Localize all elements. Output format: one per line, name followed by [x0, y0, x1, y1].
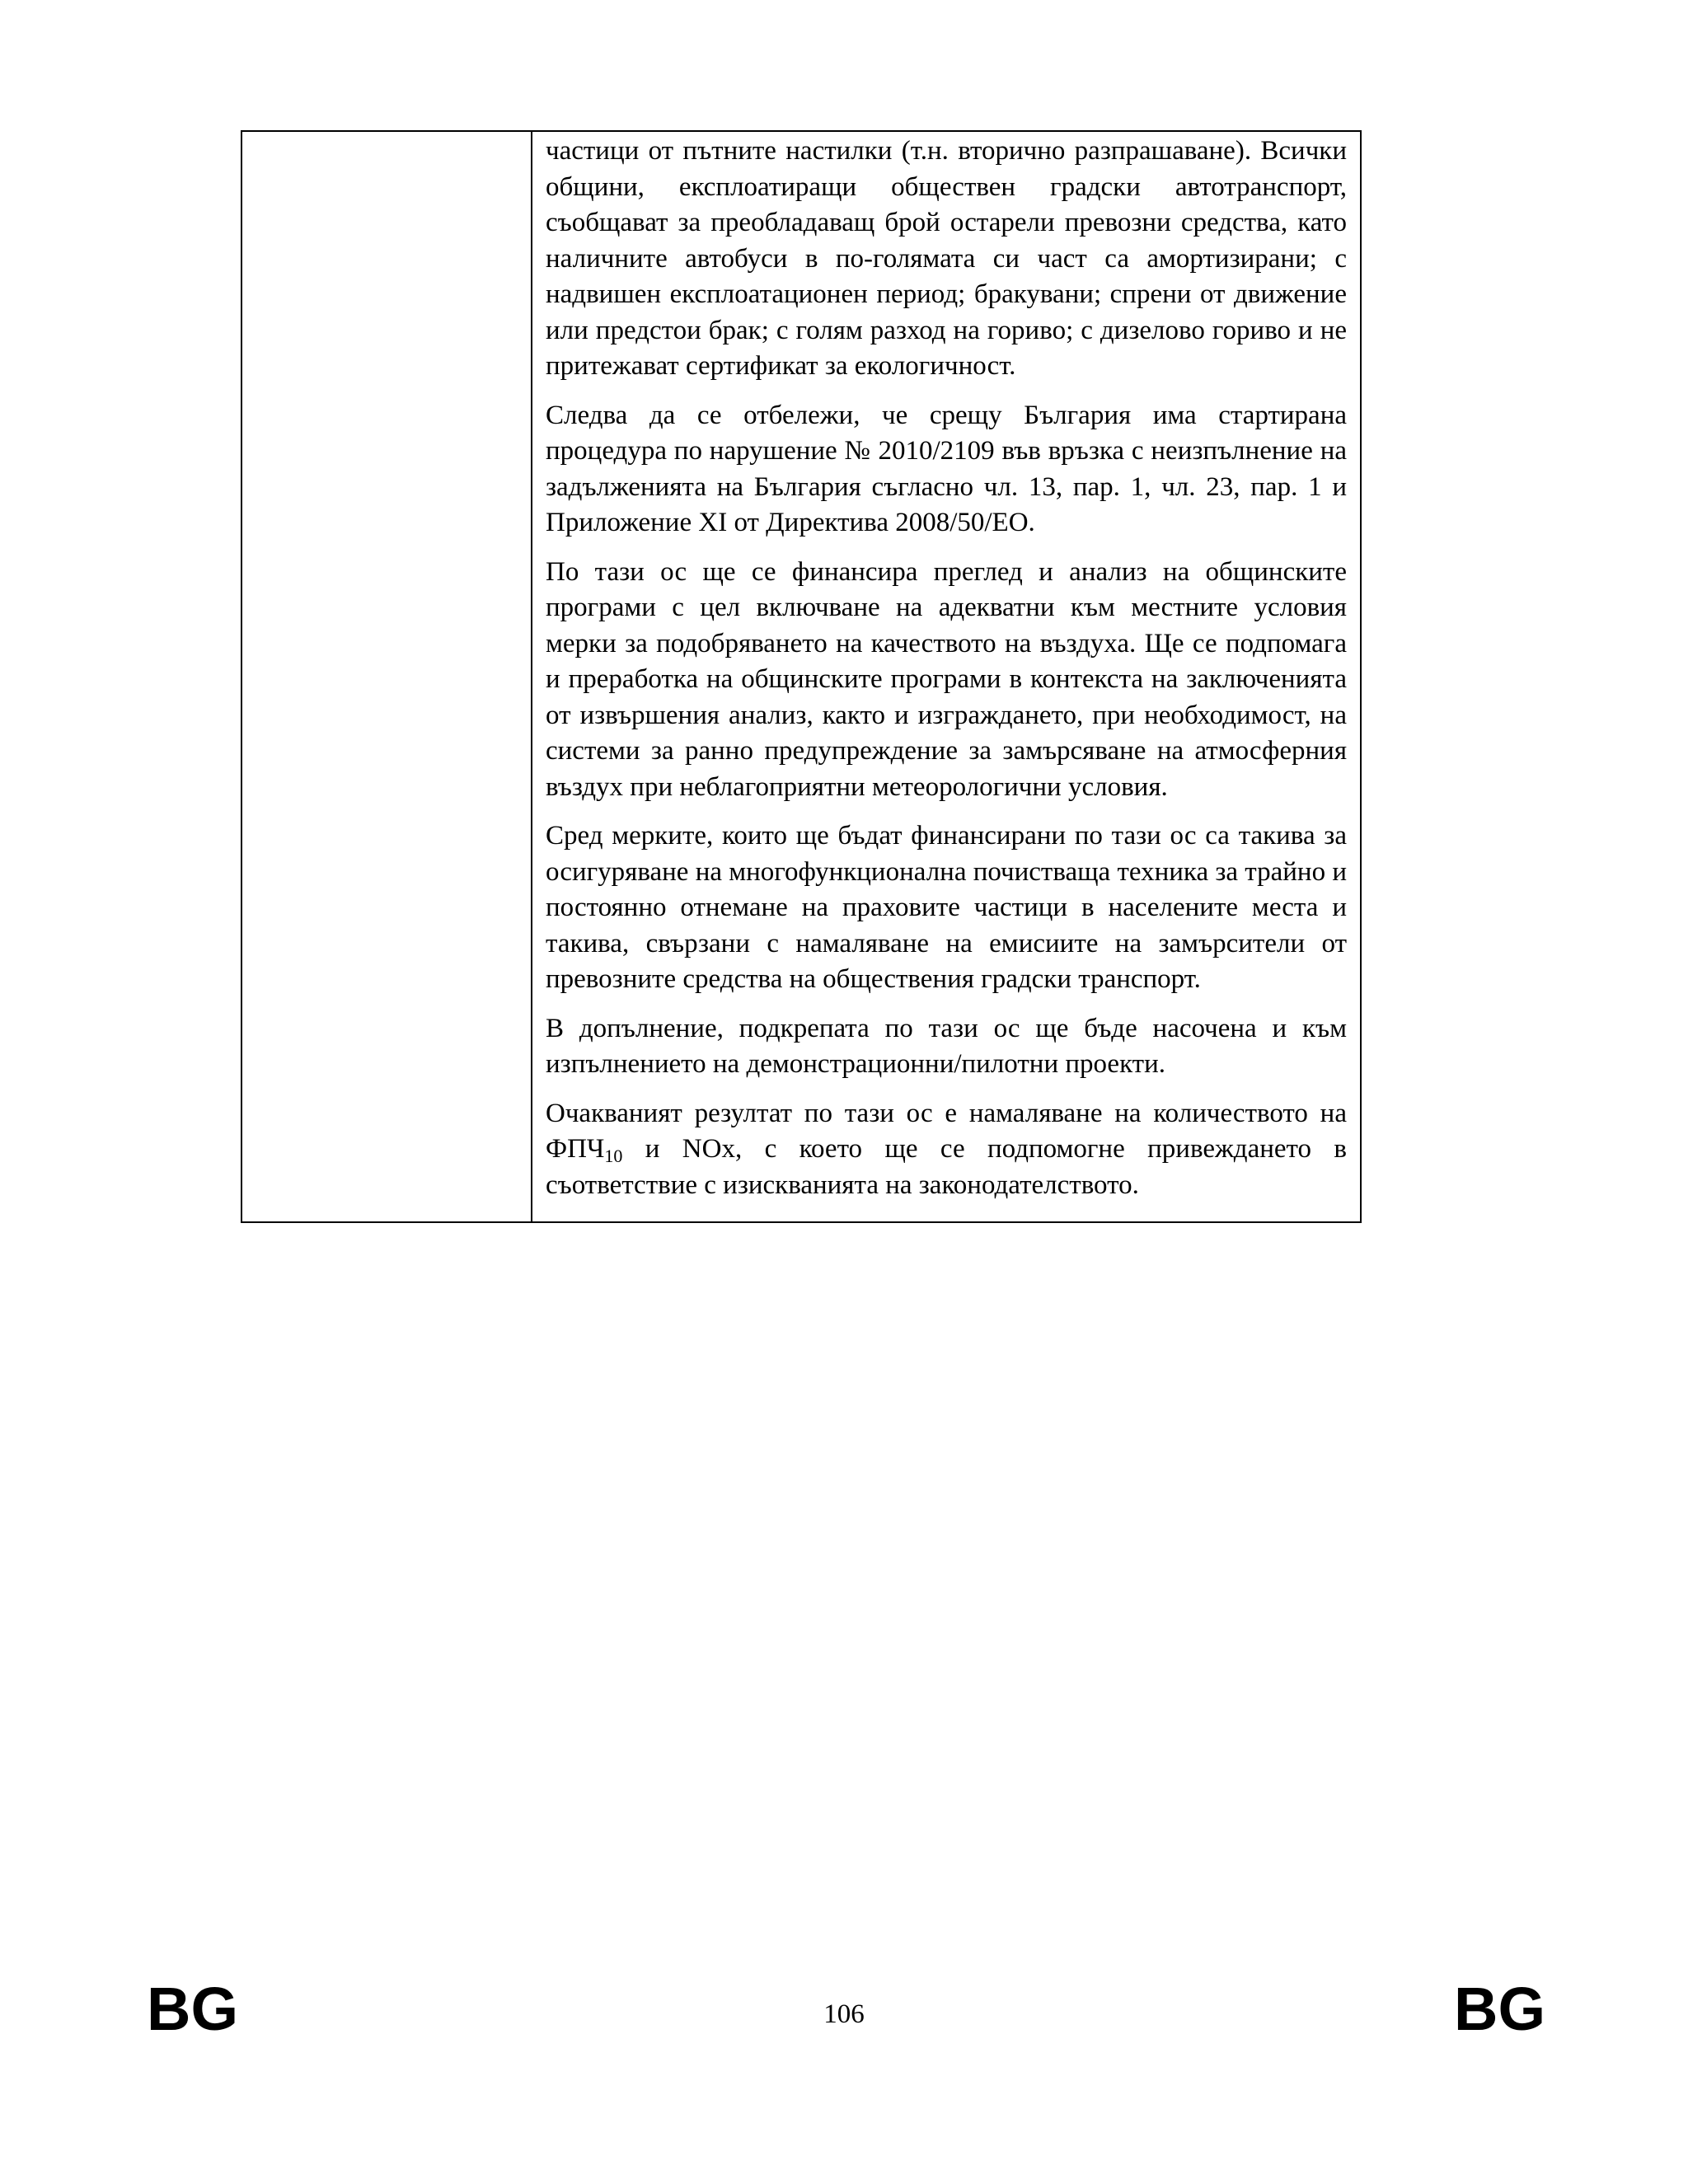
content-table	[241, 130, 1362, 1223]
language-tag-left: BG	[147, 1975, 238, 2043]
language-tag-right: BG	[1454, 1975, 1545, 2043]
paragraph-6	[546, 1096, 1347, 1204]
right-cell	[532, 131, 1361, 1222]
subscript-10: 10	[604, 1146, 623, 1166]
paragraph-5: В допълнение, подкрепата по тази ос ще бъде насочена и към изпълнението на демонстрационни/пилотни проекти.	[546, 1013, 1347, 1079]
left-cell	[241, 131, 532, 1222]
paragraph-3: По тази ос ще се финансира преглед и анализ на общинските програми с цел включване на адекватни към местните условия мерки за подобряването на качеството на въздуха. Ще се подпомага и преработка на общинските програми в контекста на заключенията от извършения анализ, както и изграждането, при необходимост, на системи за ранно предупреждение за замърсяване на атмосферния въздух при неблагоприятни метеорологични условия.	[546, 556, 1347, 802]
paragraph-2: Следва да се отбележи, че срещу България има стартирана процедура по нарушение № 2010/2109 във връзка с неизпълнение на задълженията на България съгласно чл. 13, пар. 1, чл. 23, пар. 1 и Приложение XI от Директива 2008/50/ЕО.	[546, 400, 1347, 537]
page-number: 106	[823, 1999, 865, 2029]
paragraph-6-text-b: и NOx, с което ще се подпомогне привеждането в съответствие с изискванията на законодателството.	[546, 1134, 1347, 1200]
paragraph-4: Сред мерките, които ще бъдат финансирани по тази ос са такива за осигуряване на многофункционална почистваща техника за трайно и постоянно отнемане на праховите частици в населените места и такива, свързани с намаляване на емисиите на замърсители от превозните средства на обществения градски транспорт.	[546, 821, 1347, 994]
paragraph-1: частици от пътните настилки (т.н. вторично разпрашаване). Всички общини, експлоатиращи обществен градски автотранспорт, съобщават за преобладаващ брой остарели превозни средства, като наличните автобуси в по-голямата си част са амортизирани; с надвишен експлоатационен период; бракувани; спрени от движение или предстои брак; с голям разход на гориво; с дизелово гориво и не притежават сертификат за екологичност.	[546, 136, 1347, 381]
table-row	[241, 131, 1361, 1222]
paragraph-6-text-a: Очакваният резултат по тази ос е намаляване на количеството на ФПЧ	[546, 1098, 1347, 1164]
